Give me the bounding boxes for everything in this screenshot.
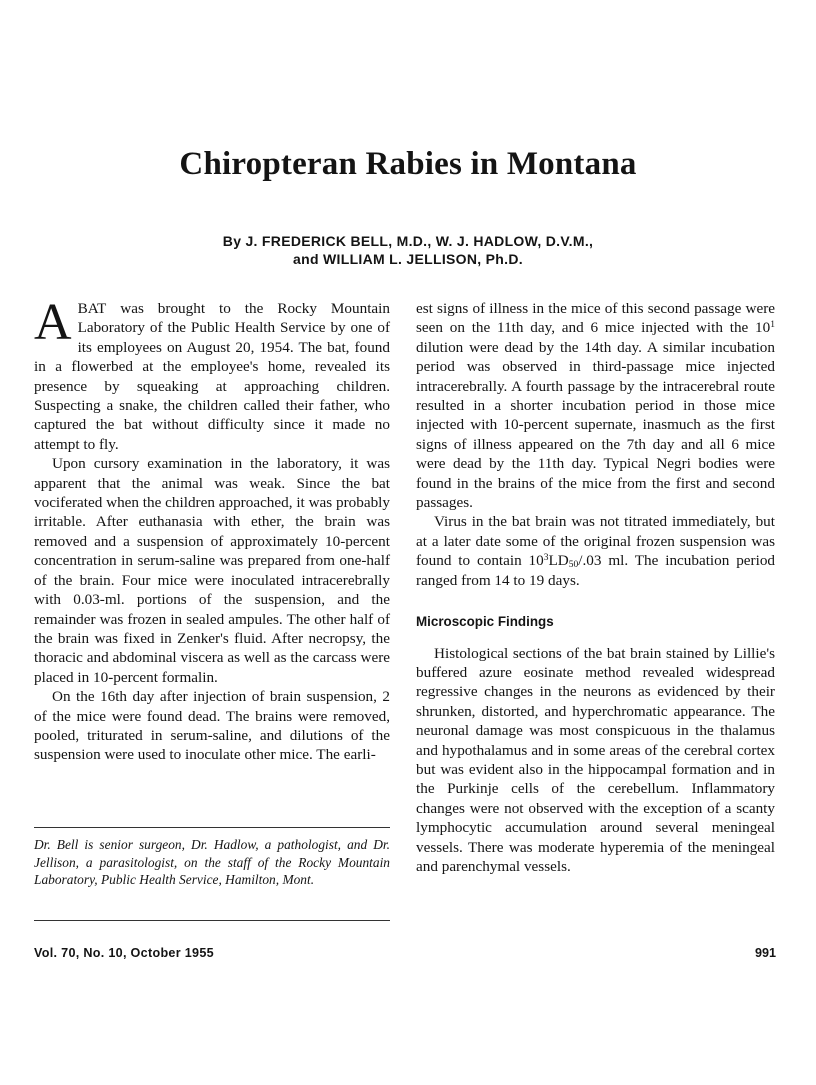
paragraph-sixteenth-day: On the 16th day after injection of brain suspension, 2 of the mice were found dead. The brains were removed, pooled, triturated in serum-saline, and dilutions of the suspension were used to inoculate other mice. The earli-	[34, 688, 390, 764]
journal-citation: Vol. 70, No. 10, October 1955	[34, 946, 214, 960]
superscript-exponent: 1	[770, 320, 775, 331]
paragraph-examination: Upon cursory examination in the laboratory, it was apparent that the animal was weak. Since the bat vociferated when the children approached, it was probably irritable. After euthanasia with ether, the brain was removed and a suspension of approximately 10-percent concentration in serum-saline was prepared from one-half of the brain. Four mice were inoculated intracerebrally with 0.03-ml. portions of the suspension, and the remainder was frozen in sealed ampules. The other half of the brain was fixed in Zenker's fluid. After necropsy, the thoracic and abdominal viscera as well as the carcass were placed in 10-percent formalin.	[34, 455, 390, 686]
byline-line-2: and WILLIAM L. JELLISON, Ph.D.	[293, 251, 523, 267]
page-number: 991	[754, 946, 776, 960]
right-column	[416, 299, 775, 876]
lead-small-caps: BAT	[77, 300, 107, 317]
text-segment: /.03 ml. The incubation period ranged from 14 to 19 days.	[416, 552, 776, 589]
text-segment: est signs of illness in the mice of this second passage were seen on the 11th day, and 6 mice injected with the 10	[416, 300, 775, 337]
paragraph-histology: Histological sections of the bat brain stained by Lillie's buffered azure eosinate method revealed widespread regressive changes in the neurons as evidenced by their shrunken, distorted, and hyperchromatic appearance. The neuronal damage was most conspicuous in the thalamus and hypothalamus and in some areas of the cerebral cortex but was evident also in the hippocampal formation and in the Purkinje cells of the cerebellum. Inflammatory changes were not observed with the exception of a scanty lymphocytic accumulation around several meningeal vessels. There was moderate hyperemia of the meningeal and parenchymal vessels.	[416, 644, 775, 875]
paragraph-virus-titration	[416, 512, 775, 590]
footnote-rule-top	[34, 827, 390, 828]
superscript-exponent: 3	[543, 553, 549, 564]
text-segment: Virus in the bat brain was not titrated immediately, but at a later date some of the original frozen suspension was found to contain 10	[416, 513, 775, 570]
footnote-rule-bottom	[34, 920, 390, 921]
text-segment: dilution were dead by the 14th day. A similar incubation period was observed in third-passage mice injected intracerebrally. A fourth passage by the intracerebral route resulted in a shorter incubation period in those mice injected with 10-percent supernate, inasmuch as the first signs of illness appeared on the 7th day and all 6 mice were dead by the 11th day. Typical Negri bodies were found in the brains of the mice from the first and second passages.	[416, 338, 775, 512]
subscript-index: 50	[568, 560, 579, 571]
byline-line-1: By J. FREDERICK BELL, M.D., W. J. HADLOW, D.V.M.,	[222, 233, 594, 249]
text-segment: LD	[548, 552, 569, 570]
paragraph-intro	[34, 294, 390, 454]
left-column	[34, 294, 390, 765]
paragraph-second-passage	[416, 299, 775, 512]
author-footnote: Dr. Bell is senior surgeon, Dr. Hadlow, a pathologist, and Dr. Jellison, a parasitologist, on the staff of the Rocky Mountain Laboratory, Public Health Service, Hamilton, Mont.	[34, 837, 390, 888]
paragraph-intro-text: was brought to the Rocky Mountain Laboratory of the Public Health Service by one of its employees on August 20, 1954. The bat, found in a flowerbed at the employee's home, revealed its presence by squeaking at approaching children. Suspecting a snake, the children called their father, who captured the bat without difficulty since it made no attempt to fly.	[34, 300, 390, 453]
article-title: Chiropteran Rabies in Montana	[179, 146, 637, 182]
drop-cap: A	[34, 294, 72, 351]
section-heading-microscopic-findings: Microscopic Findings	[416, 614, 554, 630]
